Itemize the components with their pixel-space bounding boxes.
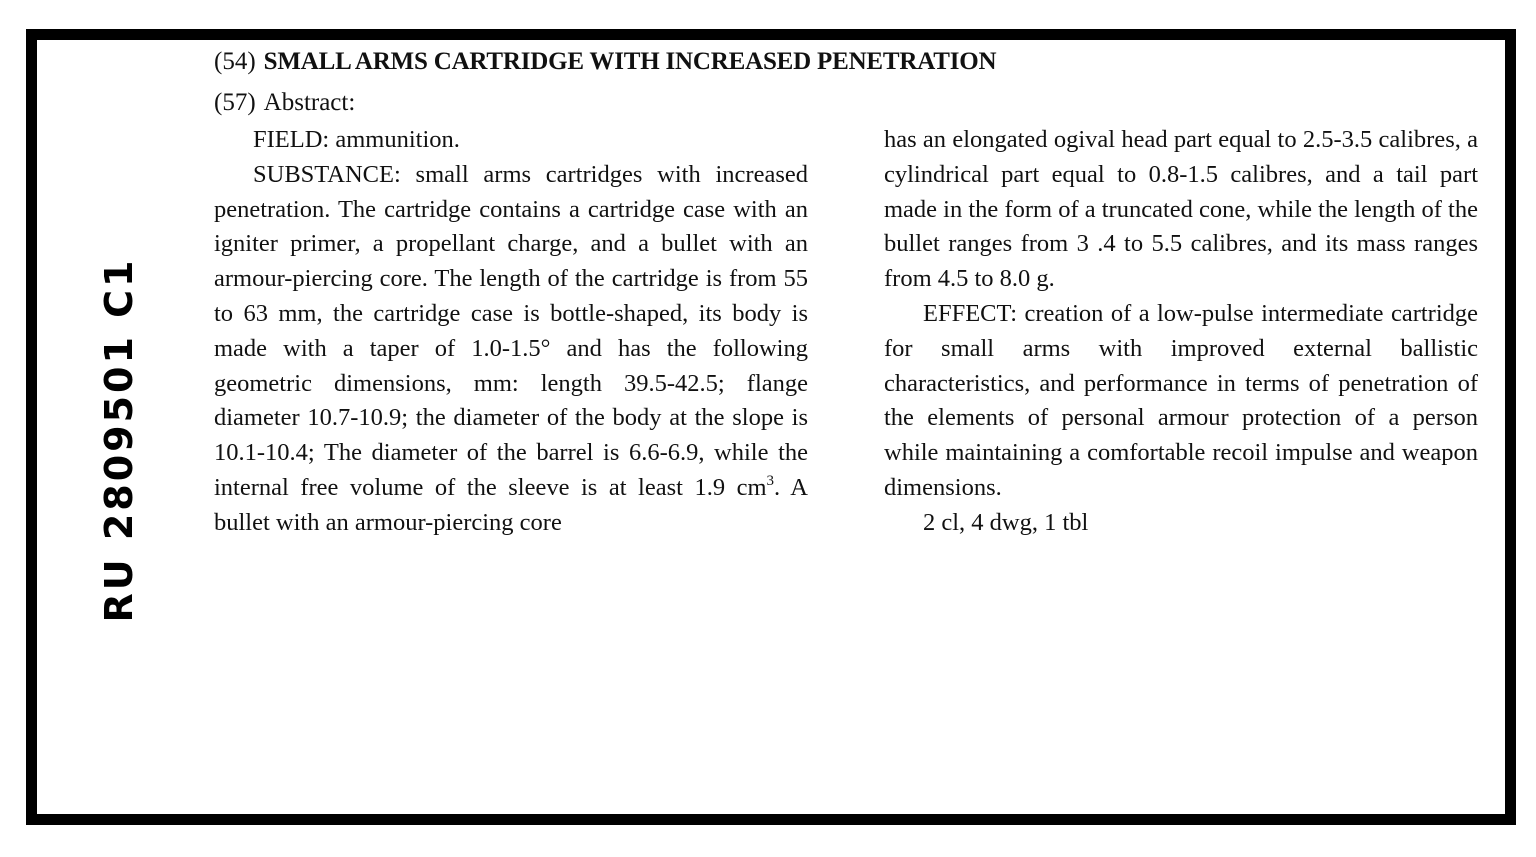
abstract-label: Abstract: xyxy=(263,89,356,116)
claims-summary: 2 cl, 4 dwg, 1 tbl xyxy=(923,508,1089,536)
abstract-code: (57) xyxy=(214,89,256,116)
patent-title: SMALL ARMS CARTRIDGE WITH INCREASED PENETRATION xyxy=(263,48,997,75)
field-paragraph: FIELD: ammunition. xyxy=(253,126,460,153)
substance-continued-paragraph: has an elongated ogival head part equal to 2.5-3.5 calibres, a cylindrical part equal to 0.8-1.5 calibres, and a tail part made in the form of a truncated cone, while the length of the bullet ranges from 3 .4 to 5.5 calibres, and its mass ranges from 4.5 to 8.0 g. xyxy=(884,126,1478,293)
substance-tail-text: . A bullet with an armour-piercing core xyxy=(214,473,808,536)
substance-main-text: SUBSTANCE: small arms cartridges with increased penetration. The cartridge contains a cartridge case with an igniter primer, a propellant charge, and a bullet with an armour-piercing core. The length of the cartridge is from 55 to 63 mm, the cartridge case is bottle-shaped, its body is made with a taper of 1.0-1.5° and has the following geometric dimensions, mm: length 39.5-42.5; flange diameter 10.7-10.9; the diameter of the body at the slope is 10.1-10.4; The diameter of the barrel is 6.6-6.9, while the internal free volume of the sleeve is at least 1.9 cm xyxy=(214,160,808,501)
abstract-column-left xyxy=(214,123,808,541)
substance-paragraph xyxy=(214,158,808,541)
title-line xyxy=(214,48,996,76)
effect-paragraph: EFFECT: creation of a low-pulse intermediate cartridge for small arms with improved external ballistic characteristics, and performance in terms of penetration of the elements of personal armour protection of a person while maintaining a comfortable recoil impulse and weapon dimensions. xyxy=(884,299,1478,501)
patent-side-code: RU 2809501 C1 xyxy=(97,257,141,623)
superscript-cube: 3 xyxy=(766,472,775,489)
abstract-heading xyxy=(214,89,355,117)
abstract-column-right xyxy=(884,123,1478,541)
title-code: (54) xyxy=(214,48,256,75)
